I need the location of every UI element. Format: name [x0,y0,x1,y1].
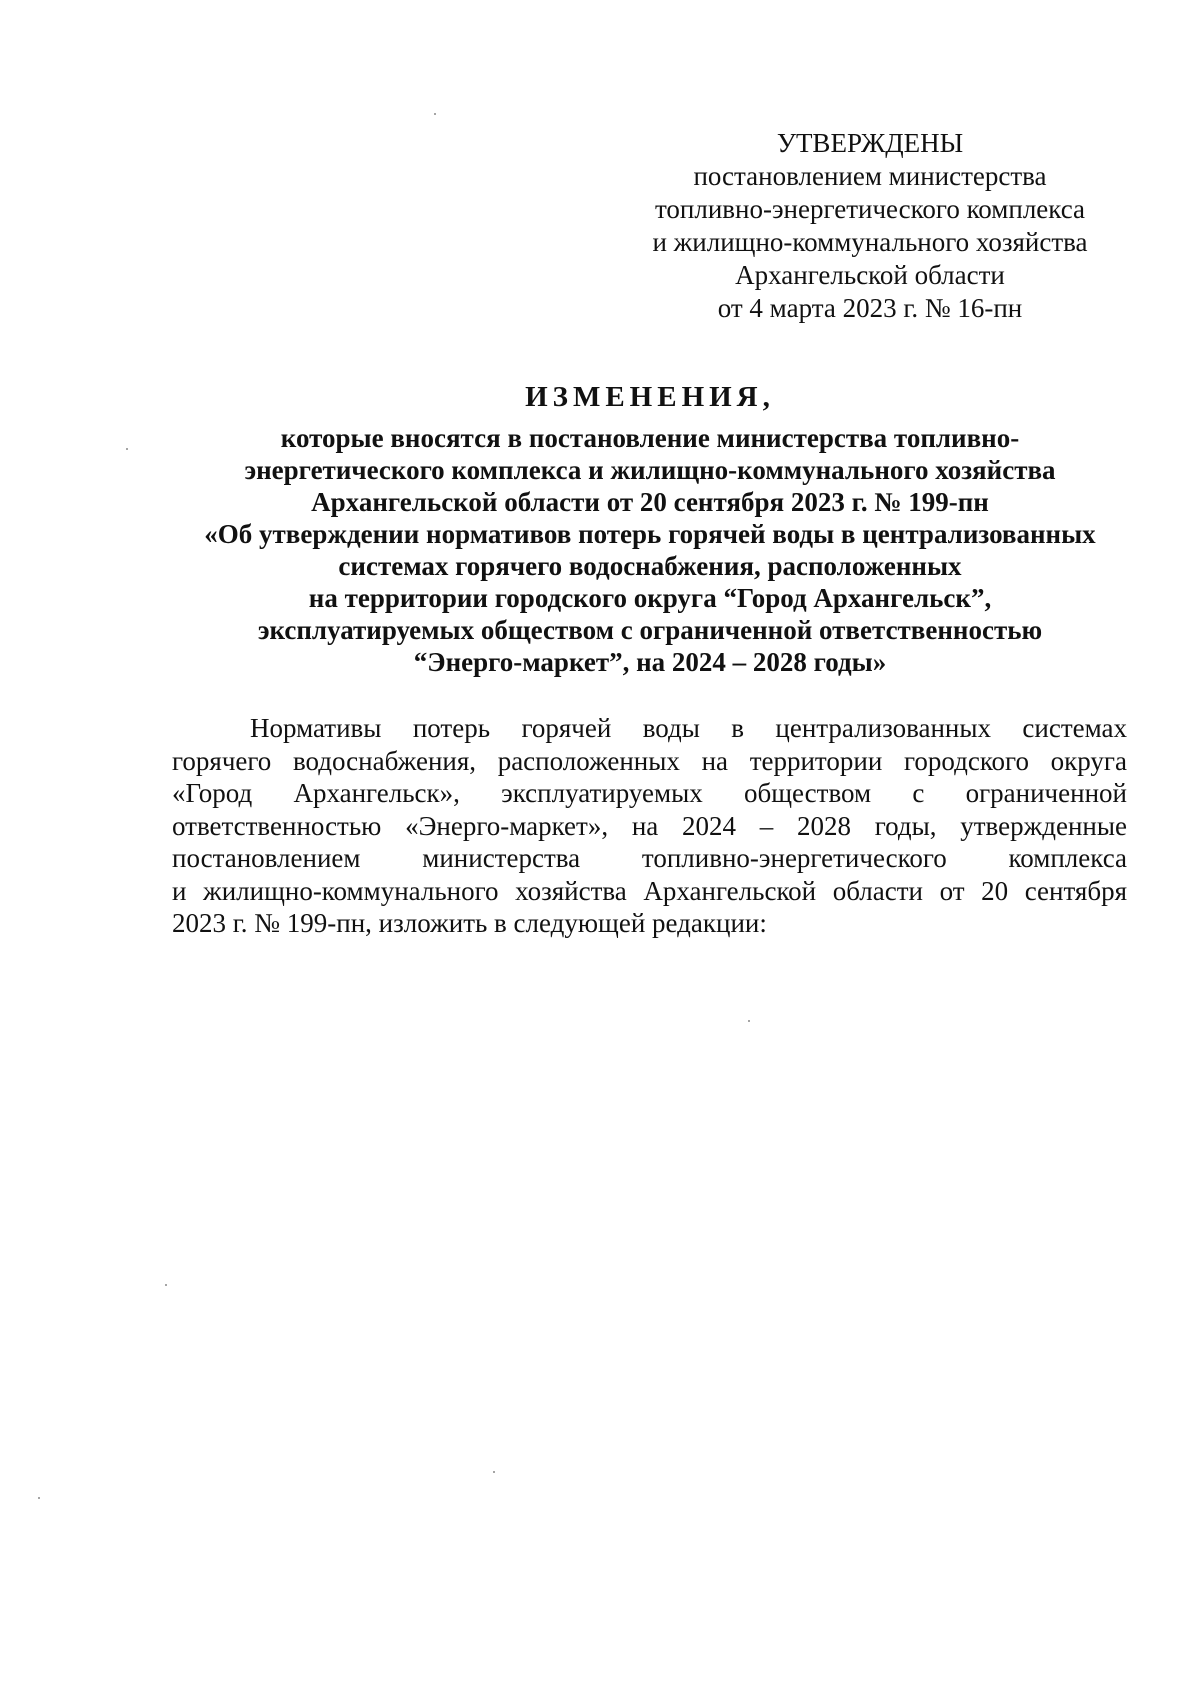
body-word: министерства [422,843,581,873]
scan-speck [126,448,128,450]
body-word: 2024 [682,810,736,841]
title-line: на территории городского округа “Город Архангельск”, [308,583,992,613]
body-word: от [939,875,965,906]
body-word: горячей [521,713,612,743]
body-word: в [731,713,745,743]
body-word: жилищно-коммунального [203,875,499,906]
body-word: обществом [744,778,872,808]
body-word: на [631,810,659,841]
title-line: эксплуатируемых обществом с ограниченной ответственностью [257,615,1043,645]
body-word: хозяйства [515,875,627,906]
body-word: сентября [1024,875,1127,906]
body-word: воды [642,713,700,743]
body-word: годы, [874,810,937,841]
body-word: системах [1022,713,1127,743]
title-line: которые вносятся в постановление министерства топливно- [280,423,1020,453]
body-word: ответственностью [172,810,382,841]
body-line [172,875,1127,908]
body-word: 20 [981,875,1009,906]
scan-speck [493,1471,495,1473]
body-line [172,745,1127,778]
body-word: с [912,778,925,808]
body-word: «Энерго-маркет», [405,810,609,841]
title-line: «Об утверждении нормативов потерь горячей воды в централизованных [204,519,1096,549]
body-line [172,712,1127,745]
body-line [172,810,1127,843]
body-word: ограниченной [965,778,1127,808]
body-word: округа [1050,745,1127,776]
scan-speck [38,1497,40,1499]
approval-line: Архангельской области [735,260,1005,290]
title-line: энергетического комплекса и жилищно-коммунального хозяйства [244,455,1056,485]
body-paragraph [172,712,1127,940]
approval-line: от 4 марта 2023 г. № 16-пн [717,293,1023,323]
body-word: и [172,875,187,906]
body-word: области [832,875,923,906]
body-word: Нормативы [250,713,382,743]
approval-line: постановлением министерства [693,161,1047,191]
body-line [172,777,1127,810]
scan-speck [165,1284,167,1286]
body-word: на [701,745,729,776]
scan-speck [434,113,436,115]
body-word: топливно-энергетического [641,843,947,873]
approval-stamp [620,127,1120,325]
approval-line: топливно-энергетического комплекса [654,194,1086,224]
approval-line: и жилищно-коммунального хозяйства [652,227,1088,257]
body-word: постановлением [172,843,361,873]
body-word: горячего [172,745,272,776]
body-line [172,842,1127,875]
body-word: городского [903,745,1029,776]
body-word: комплекса [1008,843,1127,873]
body-word: Архангельской [643,875,817,906]
body-word: – [759,810,774,841]
body-word: расположенных [497,745,680,776]
body-word: 2023 г. № 199-пн, изложить в следующей редакции: [172,908,767,938]
body-word: эксплуатируемых [501,778,703,808]
body-word: «Город [172,778,253,808]
title-line: Архангельской области от 20 сентября 2023 г. № 199-пн [311,487,989,517]
body-word: централизованных [775,713,991,743]
body-word: территории [749,745,883,776]
title-line: “Энерго-маркет”, на 2024 – 2028 годы» [413,647,887,677]
body-word: потерь [412,713,491,743]
body-word: Архангельск», [293,778,460,808]
title-heading: ИЗМЕНЕНИЯ, [525,381,775,413]
title-line: системах горячего водоснабжения, расположенных [338,551,962,581]
approval-line: УТВЕРЖДЕНЫ [776,128,964,158]
body-line [172,907,1127,940]
body-word: 2028 [796,810,851,841]
document-title [130,378,1170,678]
scan-speck [748,1020,750,1022]
body-word: утвержденные [960,810,1127,841]
body-word: водоснабжения, [292,745,477,776]
